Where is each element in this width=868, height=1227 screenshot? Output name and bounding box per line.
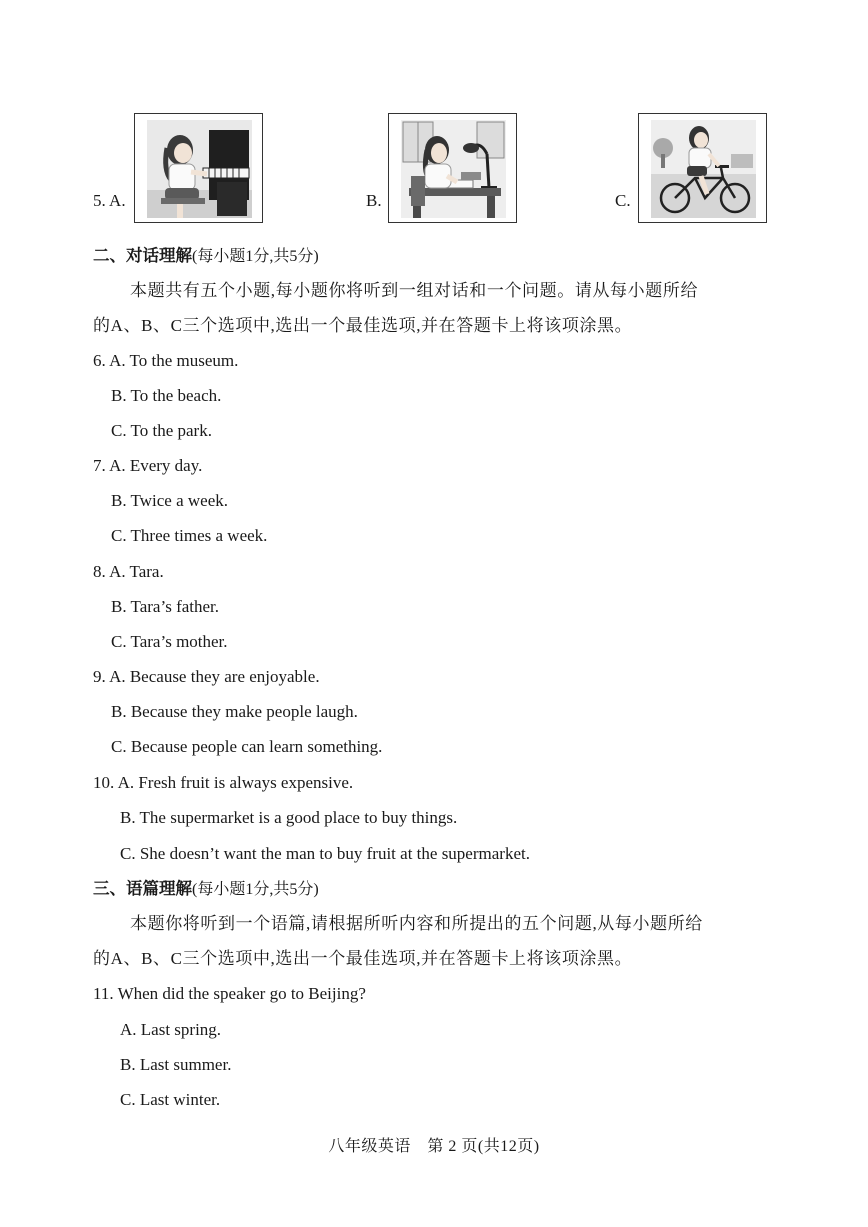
section-3-instructions-line-1: 本题你将听到一个语篇,请根据所听内容和所提出的五个问题,从每小题所给 — [130, 914, 703, 933]
section-3-title: 三、语篇理解 — [93, 879, 192, 898]
section-2-title: 二、对话理解 — [93, 246, 192, 265]
section-2-scoring-note: (每小题1分,共5分) — [192, 248, 319, 265]
option-b: B. Tara’s father. — [111, 597, 220, 616]
option-c: C. Tara’s mother. — [111, 632, 228, 651]
question-number: 7. — [93, 456, 106, 475]
option-a: A. Tara. — [109, 562, 164, 581]
section-2-heading — [93, 245, 319, 268]
question-stem: When did the speaker go to Beijing? — [117, 984, 366, 1003]
q5-picture-a-frame — [134, 113, 263, 223]
option-b: B. Because they make people laugh. — [111, 702, 358, 721]
section-2-instructions-line-1: 本题共有五个小题,每小题你将听到一组对话和一个问题。请从每小题所给 — [130, 281, 699, 300]
question-number: 10. — [93, 773, 115, 792]
option-a: A. Last spring. — [120, 1020, 222, 1039]
q5-number-option-a: 5. A. — [93, 191, 126, 210]
q5-option-b: B. — [366, 191, 382, 210]
option-a: A. Because they are enjoyable. — [109, 667, 320, 686]
q5-picture-b-frame — [388, 113, 517, 223]
section-3-heading — [93, 878, 319, 901]
option-b: B. Twice a week. — [111, 491, 228, 510]
q5-option-c: C. — [615, 191, 631, 210]
girl-writing-at-desk-picture — [401, 120, 506, 218]
section-2-instructions-line-2: 的A、B、C三个选项中,选出一个最佳选项,并在答题卡上将该项涂黑。 — [93, 316, 633, 335]
section-3-scoring-note: (每小题1分,共5分) — [192, 881, 319, 898]
question-8 — [93, 561, 164, 583]
girl-playing-piano-picture — [147, 120, 252, 218]
option-a: A. Every day. — [109, 456, 203, 475]
question-number: 11. — [93, 984, 114, 1003]
option-b: B. Last summer. — [120, 1055, 232, 1074]
option-c: C. Because people can learn something. — [111, 737, 383, 756]
option-c: C. To the park. — [111, 421, 212, 440]
option-c: C. She doesn’t want the man to buy fruit at the supermarket. — [120, 844, 530, 863]
option-c: C. Three times a week. — [111, 526, 268, 545]
girl-riding-bicycle-picture — [651, 120, 756, 218]
question-number: 9. — [93, 667, 106, 686]
option-c: C. Last winter. — [120, 1090, 221, 1109]
question-10 — [93, 772, 353, 794]
question-7 — [93, 455, 202, 477]
question-number: 6. — [93, 351, 106, 370]
question-11 — [93, 983, 366, 1005]
option-a: A. To the museum. — [109, 351, 239, 370]
option-a: A. Fresh fruit is always expensive. — [117, 773, 354, 792]
question-9 — [93, 666, 320, 688]
option-b: B. The supermarket is a good place to buy things. — [120, 808, 458, 827]
option-b: B. To the beach. — [111, 386, 222, 405]
question-number: 8. — [93, 562, 106, 581]
page-footer: 八年级英语 第 2 页(共12页) — [328, 1138, 540, 1155]
q5-picture-c-frame — [638, 113, 767, 223]
question-6 — [93, 350, 238, 372]
section-3-instructions-line-2: 的A、B、C三个选项中,选出一个最佳选项,并在答题卡上将该项涂黑。 — [93, 949, 633, 968]
